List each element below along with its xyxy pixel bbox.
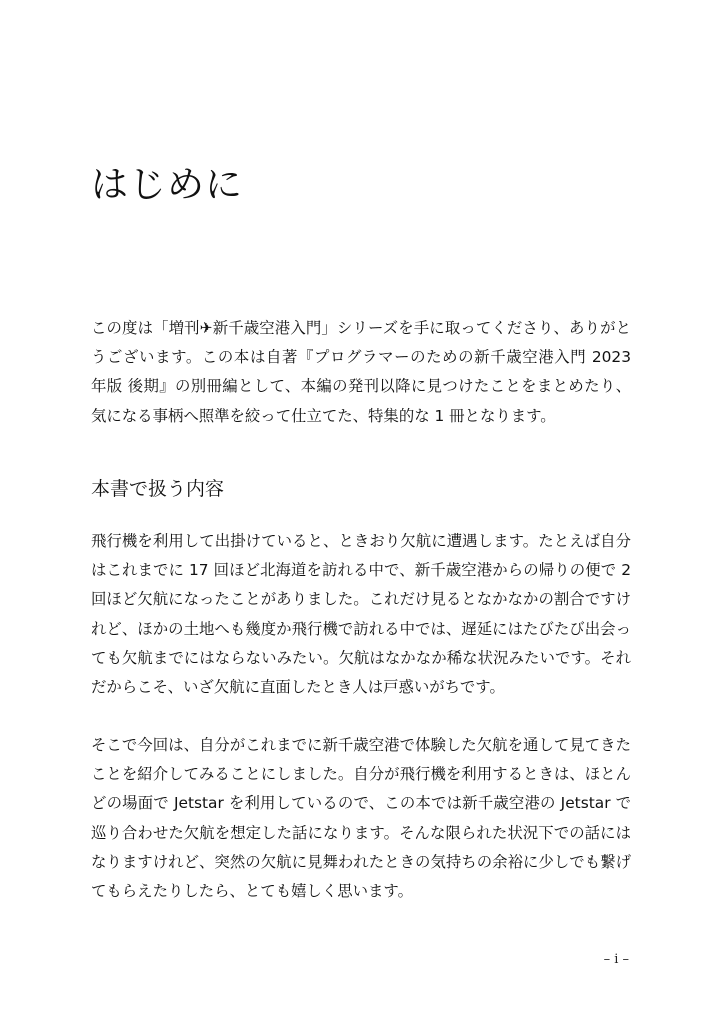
body-paragraph-1: 飛行機を利用して出掛けていると、ときおり欠航に遭遇します。たとえば自分はこれまでに 17 回ほど北海道を訪れる中で、新千歳空港からの帰りの便で 2 回ほど欠航になったことがありました。これだけ見るとなかなかの割合ですけれど、ほかの土地へも幾度か飛行機で訪れる中では、遅延にはたびたび出会っても欠航までにはならないみたい。欠航はなかなか稀な状況みたいです。それだからこそ、いざ欠航に直面したとき人は戸惑いがちです。 <box>91 532 631 697</box>
body-paragraph-2: そこで今回は、自分がこれまでに新千歳空港で体験した欠航を通して見てきたことを紹介してみることにしました。自分が飛行機を利用するときは、ほとんどの場面で Jetstar を利用しているので、この本では新千歳空港の Jetstar で巡り合わせた欠航を想定した話になります。そんな限られた状況下での話にはなりますけれど、突然の欠航に見舞われたときの気持ちの余裕に少しでも繋げてもらえたりしたら、とても嬉しく思います。 <box>91 736 631 901</box>
page-number: – i – <box>603 952 629 967</box>
intro-paragraph: この度は「増刊✈新千歳空港入門」シリーズを手に取ってくださり、ありがとうございます。この本は自著『プログラマーのための新千歳空港入門 2023 年版 後期』の別冊編として、本編の発刊以降に見つけたことをまとめたり、気になる事柄へ照準を絞って仕立てた、特集的な 1 冊となります。 <box>91 319 631 425</box>
section-heading: 本書で扱う内容 <box>91 478 225 500</box>
page-title: はじめに <box>91 163 243 206</box>
